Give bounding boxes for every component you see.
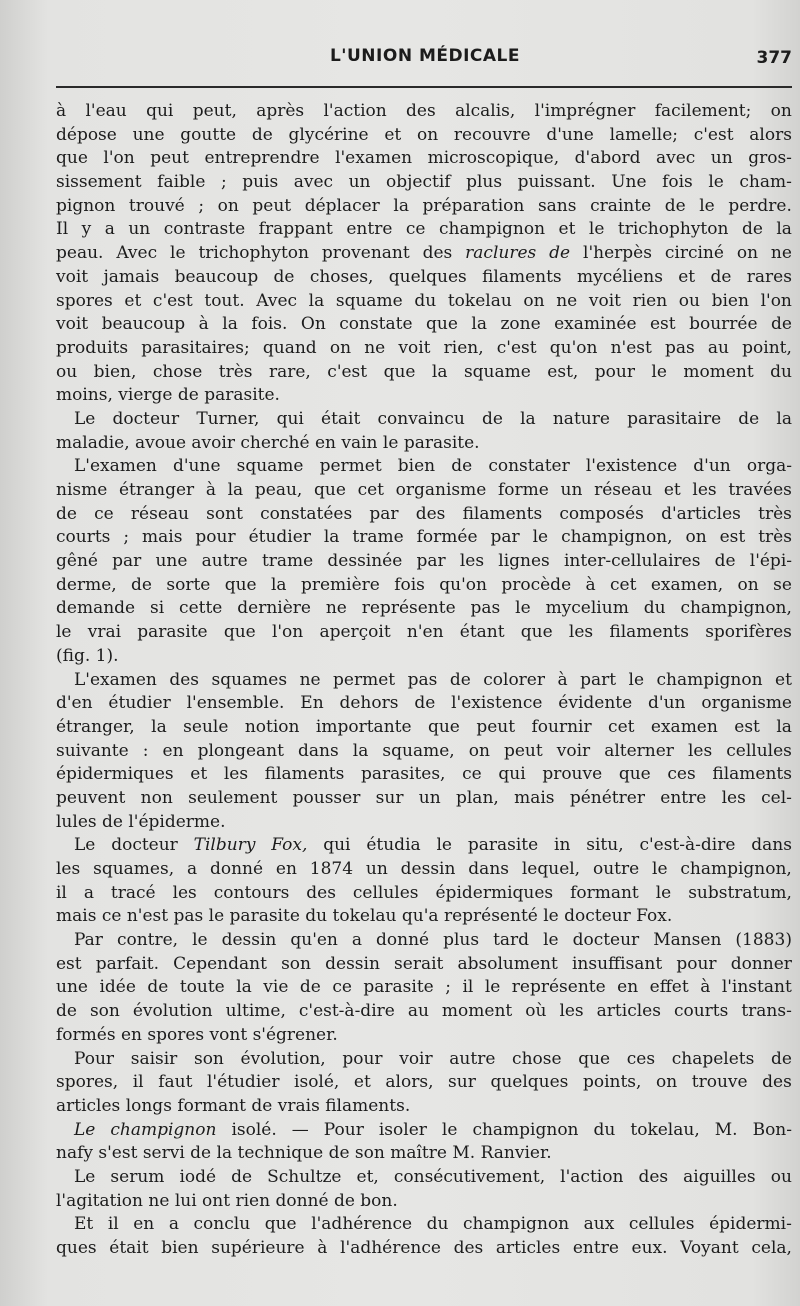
text-line: nisme étranger à la peau, que cet organisme forme un réseau et les travées	[56, 480, 792, 500]
text-line: derme, de sorte que la première fois qu'on procède à cet examen, on se	[56, 574, 792, 595]
text-line: Par contre, le dessin qu'en a donné plus tard le docteur Mansen (1883)	[74, 930, 792, 951]
text-line: dépose une goutte de glycérine et on recouvre d'une lamelle; c'est alors	[56, 124, 792, 145]
text-line: étranger, la seule notion importante que peut fournir cet examen est la	[56, 716, 792, 737]
text-line: voit beaucoup à la fois. On constate que la zone examinée est bourrée de	[56, 314, 792, 335]
text-line: de son évolution ultime, c'est-à-dire au moment où les articles courts trans-	[56, 1001, 792, 1022]
text-line: demande si cette dernière ne représente pas le mycelium du champignon,	[56, 598, 792, 619]
text-line: articles longs formant de vrais filaments.	[56, 1095, 411, 1116]
text-line: Il y a un contraste frappant entre ce champignon et le trichophyton de la	[56, 219, 792, 240]
text-line: suivante : en plongeant dans la squame, on peut voir alterner les cellules	[56, 740, 792, 761]
text-line: que l'on peut entreprendre l'examen microscopique, d'abord avec un gros-	[56, 148, 792, 169]
text-line: formés en spores vont s'égrener.	[56, 1024, 338, 1045]
running-title: L'UNION MÉDICALE	[329, 46, 521, 66]
text-line: nafy s'est servi de la technique de son maître M. Ranvier.	[56, 1143, 552, 1164]
page-header	[56, 46, 794, 78]
text-line: une idée de toute la vie de ce parasite ; il le représente en effet à l'instant	[56, 977, 792, 998]
text-line: moins, vierge de parasite.	[56, 385, 280, 406]
header-rule	[56, 86, 792, 88]
text-line: lules de l'épiderme.	[56, 811, 226, 832]
text-line: peuvent non seulement pousser sur un plan, mais pénétrer entre les cel-	[56, 787, 792, 808]
text-line: courts ; mais pour étudier la trame formée par le champignon, on est très	[56, 527, 792, 548]
text-line: Le champignon isolé. — Pour isoler le champignon du tokelau, M. Bon-	[74, 1119, 792, 1140]
text-line: d'en étudier l'ensemble. En dehors de l'existence évidente d'un organisme	[56, 693, 792, 714]
text-line: peau. Avec le trichophyton provenant des raclures de l'herpès circiné on ne	[56, 243, 792, 264]
text-line: de ce réseau sont constatées par des filaments composés d'articles très	[56, 503, 792, 524]
text-line: gêné par une autre trame dessinée par les lignes inter-cellulaires de l'épi-	[56, 551, 792, 572]
text-line: il a tracé les contours des cellules épidermiques formant le substratum,	[56, 882, 792, 903]
text-line: maladie, avoue avoir cherché en vain le parasite.	[56, 432, 480, 453]
text-line: Le docteur Turner, qui était convaincu de la nature parasitaire de la	[74, 408, 792, 429]
text-line: L'examen d'une squame permet bien de constater l'existence d'un orga-	[74, 456, 792, 477]
text-line: ou bien, chose très rare, c'est que la squame est, pour le moment du	[56, 361, 792, 382]
text-line: mais ce n'est pas le parasite du tokelau qu'a représenté le docteur Fox.	[56, 906, 673, 927]
text-line: Le serum iodé de Schultze et, consécutivement, l'action des aiguilles ou	[74, 1166, 792, 1187]
text-line: (fig. 1).	[56, 645, 119, 666]
text-line: L'examen des squames ne permet pas de colorer à part le champignon et	[74, 669, 792, 690]
text-line: les squames, a donné en 1874 un dessin dans lequel, outre le champignon,	[56, 859, 792, 879]
text-line: l'agitation ne lui ont rien donné de bon.	[56, 1190, 398, 1211]
text-line: ques était bien supérieure à l'adhérence des articles entre eux. Voyant cela,	[56, 1238, 792, 1258]
text-line: est parfait. Cependant son dessin serait absolument insuffisant pour donner	[56, 953, 792, 974]
text-line: pignon trouvé ; on peut déplacer la préparation sans crainte de le perdre.	[56, 195, 792, 216]
body-text	[56, 100, 792, 1261]
text-line: sissement faible ; puis avec un objectif plus puissant. Une fois le cham-	[56, 172, 792, 193]
text-line: le vrai parasite que l'on aperçoit n'en étant que les filaments sporifères	[56, 622, 792, 643]
text-line: Pour saisir son évolution, pour voir autre chose que ces chapelets de	[74, 1048, 792, 1069]
page-number: 377	[756, 48, 792, 68]
text-line: produits parasitaires; quand on ne voit rien, c'est qu'on n'est pas au point,	[56, 337, 792, 358]
text-line: spores, il faut l'étudier isolé, et alors, sur quelques points, on trouve des	[56, 1072, 792, 1093]
text-line: spores et c'est tout. Avec la squame du tokelau on ne voit rien ou bien l'on	[56, 290, 792, 311]
text-line: Et il en a conclu que l'adhérence du champignon aux cellules épidermi-	[74, 1214, 792, 1235]
text-line: à l'eau qui peut, après l'action des alcalis, l'imprégner facilement; on	[56, 101, 792, 121]
text-line: voit jamais beaucoup de choses, quelques filaments mycéliens et de rares	[56, 266, 792, 287]
text-line: Le docteur Tilbury Fox, qui étudia le parasite in situ, c'est-à-dire dans	[74, 835, 792, 856]
text-line: épidermiques et les filaments parasites, ce qui prouve que ces filaments	[56, 764, 792, 785]
